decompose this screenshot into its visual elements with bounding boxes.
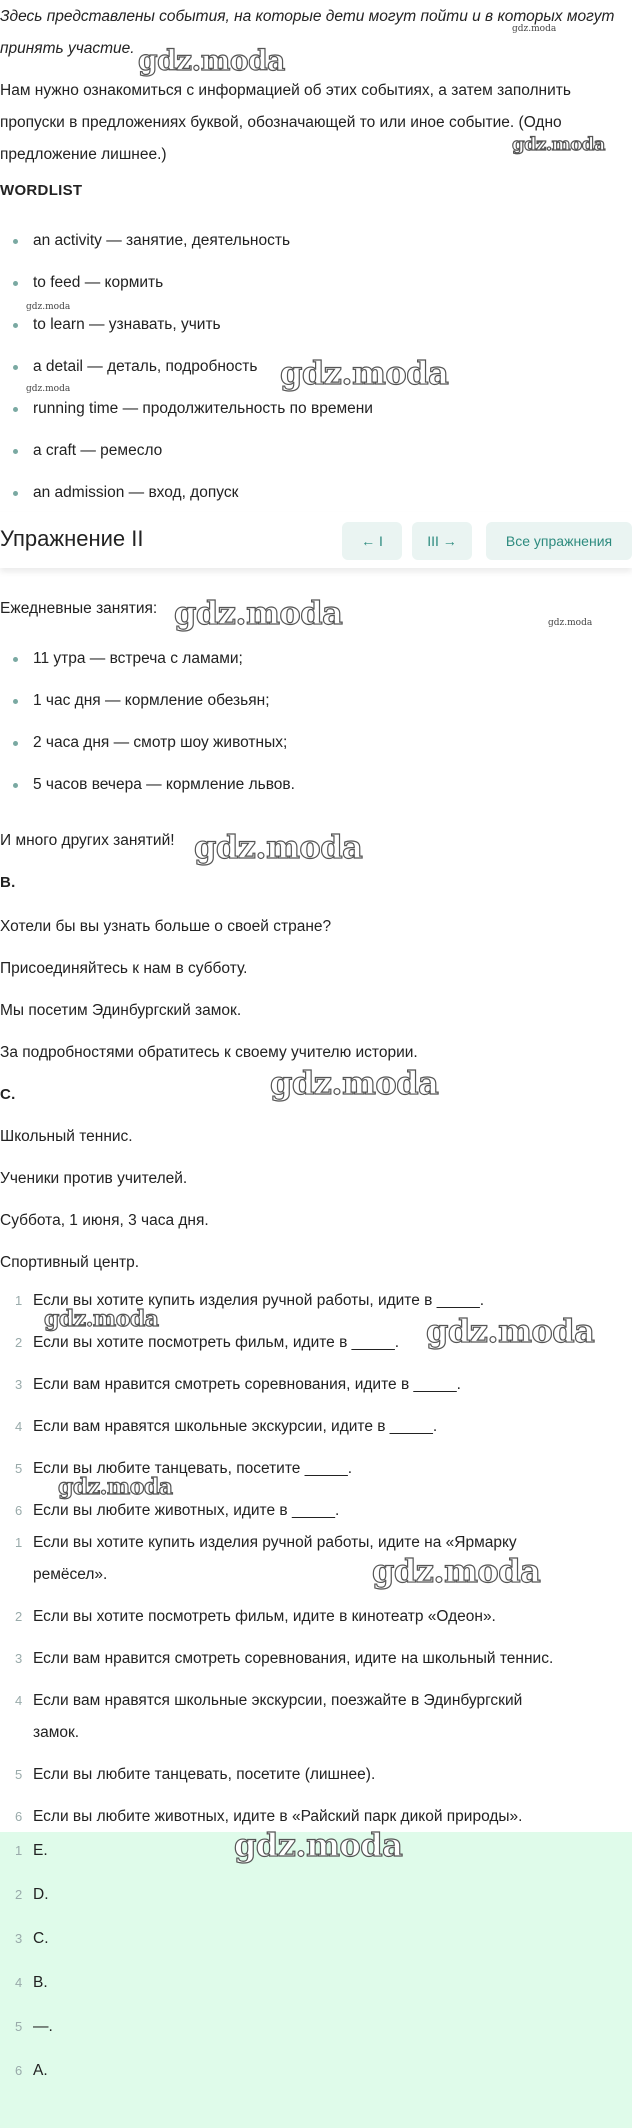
filled-sentence: 5 Если вы любите танцевать, посетите (лишнее). [15,1766,376,1783]
filled-sentence: 3 Если вам нравится смотреть соревнования, идите на школьный теннис. [15,1650,554,1667]
filled-sentence: 1 Если вы хотите купить изделия ручной работы, идите на «Ярмарку [15,1534,517,1551]
section-c-line: Школьный теннис. [0,1128,133,1145]
watermark: gdz.moda [372,1552,541,1590]
gap-sentence: 6 Если вы любите животных, идите в _____. [15,1502,340,1519]
wordlist-item: to feed — кормить [33,272,163,294]
filled-sentence: 4 Если вам нравятся школьные экскурсии, поезжайте в Эдинбургский [15,1692,523,1709]
answer-item: 1 E. [15,1842,48,1859]
answer-item: 3 C. [15,1930,49,1947]
section-c-line: Суббота, 1 июня, 3 часа дня. [0,1212,209,1229]
intro-line-2: пропуски в предложениях буквой, обозначающей то или иное событие. (Одно [0,114,562,131]
gap-sentence: 4 Если вам нравятся школьные экскурсии, идите в _____. [15,1418,438,1435]
all-exercises-button[interactable]: Все упражнения [486,522,632,560]
watermark: gdz.moda [194,828,363,866]
more-activities-text: И много других занятий! [0,832,175,849]
watermark: gdz.moda [280,354,449,392]
activity-item: 5 часов вечера — кормление львов. [33,774,295,796]
section-b-line: Мы посетим Эдинбургский замок. [0,1002,242,1019]
gap-sentence: 2 Если вы хотите посмотреть фильм, идите в _____. [15,1334,400,1351]
wordlist-item: an admission — вход, допуск [33,482,238,504]
answer-item: 5 —. [15,2018,53,2035]
watermark-small: gdz.moda [26,302,71,312]
watermark: gdz.moda [512,134,605,155]
answer-item: 6 A. [15,2062,48,2079]
section-c-line: Ученики против учителей. [0,1170,188,1187]
section-c-line: Спортивный центр. [0,1254,140,1271]
filled-sentence-cont: замок. [33,1724,80,1741]
intro-line-1: Нам нужно ознакомиться с информацией об этих событиях, а затем заполнить [0,82,571,99]
filled-sentence: 6 Если вы любите животных, идите в «Райский парк дикой природы». [15,1808,523,1825]
section-c-letter: C. [0,1086,16,1103]
wordlist-title: WORDLIST [0,182,83,199]
intro-italic-line-2: принять участие. [0,40,135,57]
watermark: gdz.moda [234,1826,403,1864]
activity-item: 11 утра — встреча с ламами; [33,648,243,670]
section-b-letter: B. [0,874,16,891]
watermark-small: gdz.moda [26,384,71,394]
daily-activities-label: Ежедневные занятия: [0,600,158,617]
wordlist-item: to learn — узнавать, учить [33,314,221,336]
answer-item: 4 B. [15,1974,48,1991]
activity-item: 2 часа дня — смотр шоу животных; [33,732,287,754]
prev-exercise-button[interactable]: ← I [342,522,402,560]
intro-italic-line-1: Здесь представлены события, на которые дети могут пойти и в которых могут [0,8,615,25]
filled-sentence: 2 Если вы хотите посмотреть фильм, идите в кинотеатр «Одеон». [15,1608,496,1625]
answer-item: 2 D. [15,1886,49,1903]
exercise-header [0,512,632,568]
intro-line-3: предложение лишнее.) [0,146,167,163]
watermark: gdz.moda [174,594,343,632]
watermark-small: gdz.moda [548,618,593,628]
wordlist-item: an activity — занятие, деятельность [33,230,290,252]
watermark: gdz.moda [270,1064,439,1102]
gap-sentence: 1 Если вы хотите купить изделия ручной работы, идите в _____. [15,1292,485,1309]
wordlist-item: a detail — деталь, подробность [33,356,257,378]
next-exercise-button[interactable]: III → [412,522,472,560]
answers-panel [0,1832,632,2128]
activity-item: 1 час дня — кормление обезьян; [33,690,270,712]
watermark: gdz.moda [44,1306,159,1332]
wordlist-item: running time — продолжительность по времени [33,398,373,420]
watermark: gdz.moda [58,1474,173,1500]
section-b-line: Хотели бы вы узнать больше о своей стране? [0,918,332,935]
wordlist-item: a craft — ремесло [33,440,162,462]
watermark: gdz.moda [426,1312,595,1350]
filled-sentence-cont: ремёсел». [33,1566,108,1583]
watermark: gdz.moda [138,44,285,77]
gap-sentence: 3 Если вам нравится смотреть соревнования, идите в _____. [15,1376,461,1393]
exercise-title: Упражнение II [0,526,144,551]
watermark-small: gdz.moda [512,24,557,34]
section-b-line: Присоединяйтесь к нам в субботу. [0,960,248,977]
section-b-line: За подробностями обратитесь к своему учителю истории. [0,1044,418,1061]
gap-sentence: 5 Если вы любите танцевать, посетите _____. [15,1460,353,1477]
